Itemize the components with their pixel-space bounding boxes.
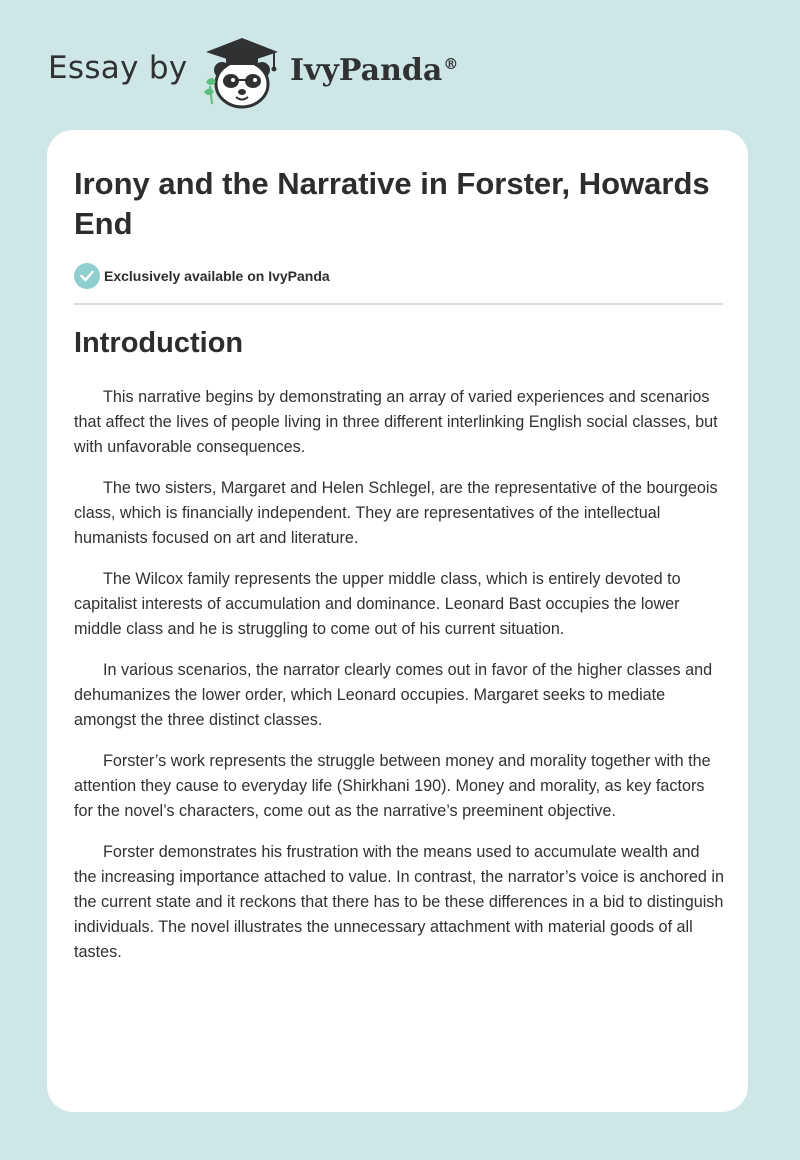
paragraph: Forster demonstrates his frustration with the means used to accumulate wealth and the increasing importance attached to value. In contrast, the narrator’s voice is anchored in the current state and it reckons that there has to be these differences in a bid to distinguish individuals. The novel illustrates the unnecessary attachment with material goods of all tastes. <box>74 843 724 961</box>
essay-card <box>47 130 748 1112</box>
paragraph: The two sisters, Margaret and Helen Schlegel, are the representative of the bourgeois class, which is financially independent. They are representatives of the intellectual humanists focused on art and literature. <box>74 479 718 547</box>
brand-logo-text[interactable] <box>290 53 458 88</box>
title-divider <box>74 303 723 305</box>
panda-graduation-cap-icon[interactable] <box>200 34 284 110</box>
essay-by-label: Essay by <box>48 50 188 86</box>
brand-name: IvyPanda <box>290 53 443 88</box>
registered-mark: ® <box>443 55 459 73</box>
paragraph: This narrative begins by demonstrating an array of varied experiences and scenarios that affect the lives of people living in three different interlinking English social classes, but with unfavorable consequences. <box>74 388 718 456</box>
section-heading: Introduction <box>74 327 244 359</box>
paragraph: Forster’s work represents the struggle between money and morality together with the attention they cause to everyday life (Shirkhani 190). Money and morality, as key factors for the novel’s characters, come out as the narrative’s preeminent objective. <box>74 752 711 820</box>
check-circle-icon <box>74 263 100 289</box>
exclusive-badge <box>74 263 330 289</box>
exclusive-badge-text: Exclusively available on IvyPanda <box>104 268 330 284</box>
essay-title: Irony and the Narrative in Forster, Howards End <box>74 166 710 241</box>
paragraph: The Wilcox family represents the upper middle class, which is entirely devoted to capitalist interests of accumulation and dominance. Leonard Bast occupies the lower middle class and he is struggling to come out of his current situation. <box>74 570 681 638</box>
site-header <box>0 0 800 130</box>
paragraph: In various scenarios, the narrator clearly comes out in favor of the higher classes and dehumanizes the lower order, which Leonard occupies. Margaret seeks to mediate amongst the three distinct classes. <box>74 661 713 729</box>
essay-body <box>74 385 726 981</box>
